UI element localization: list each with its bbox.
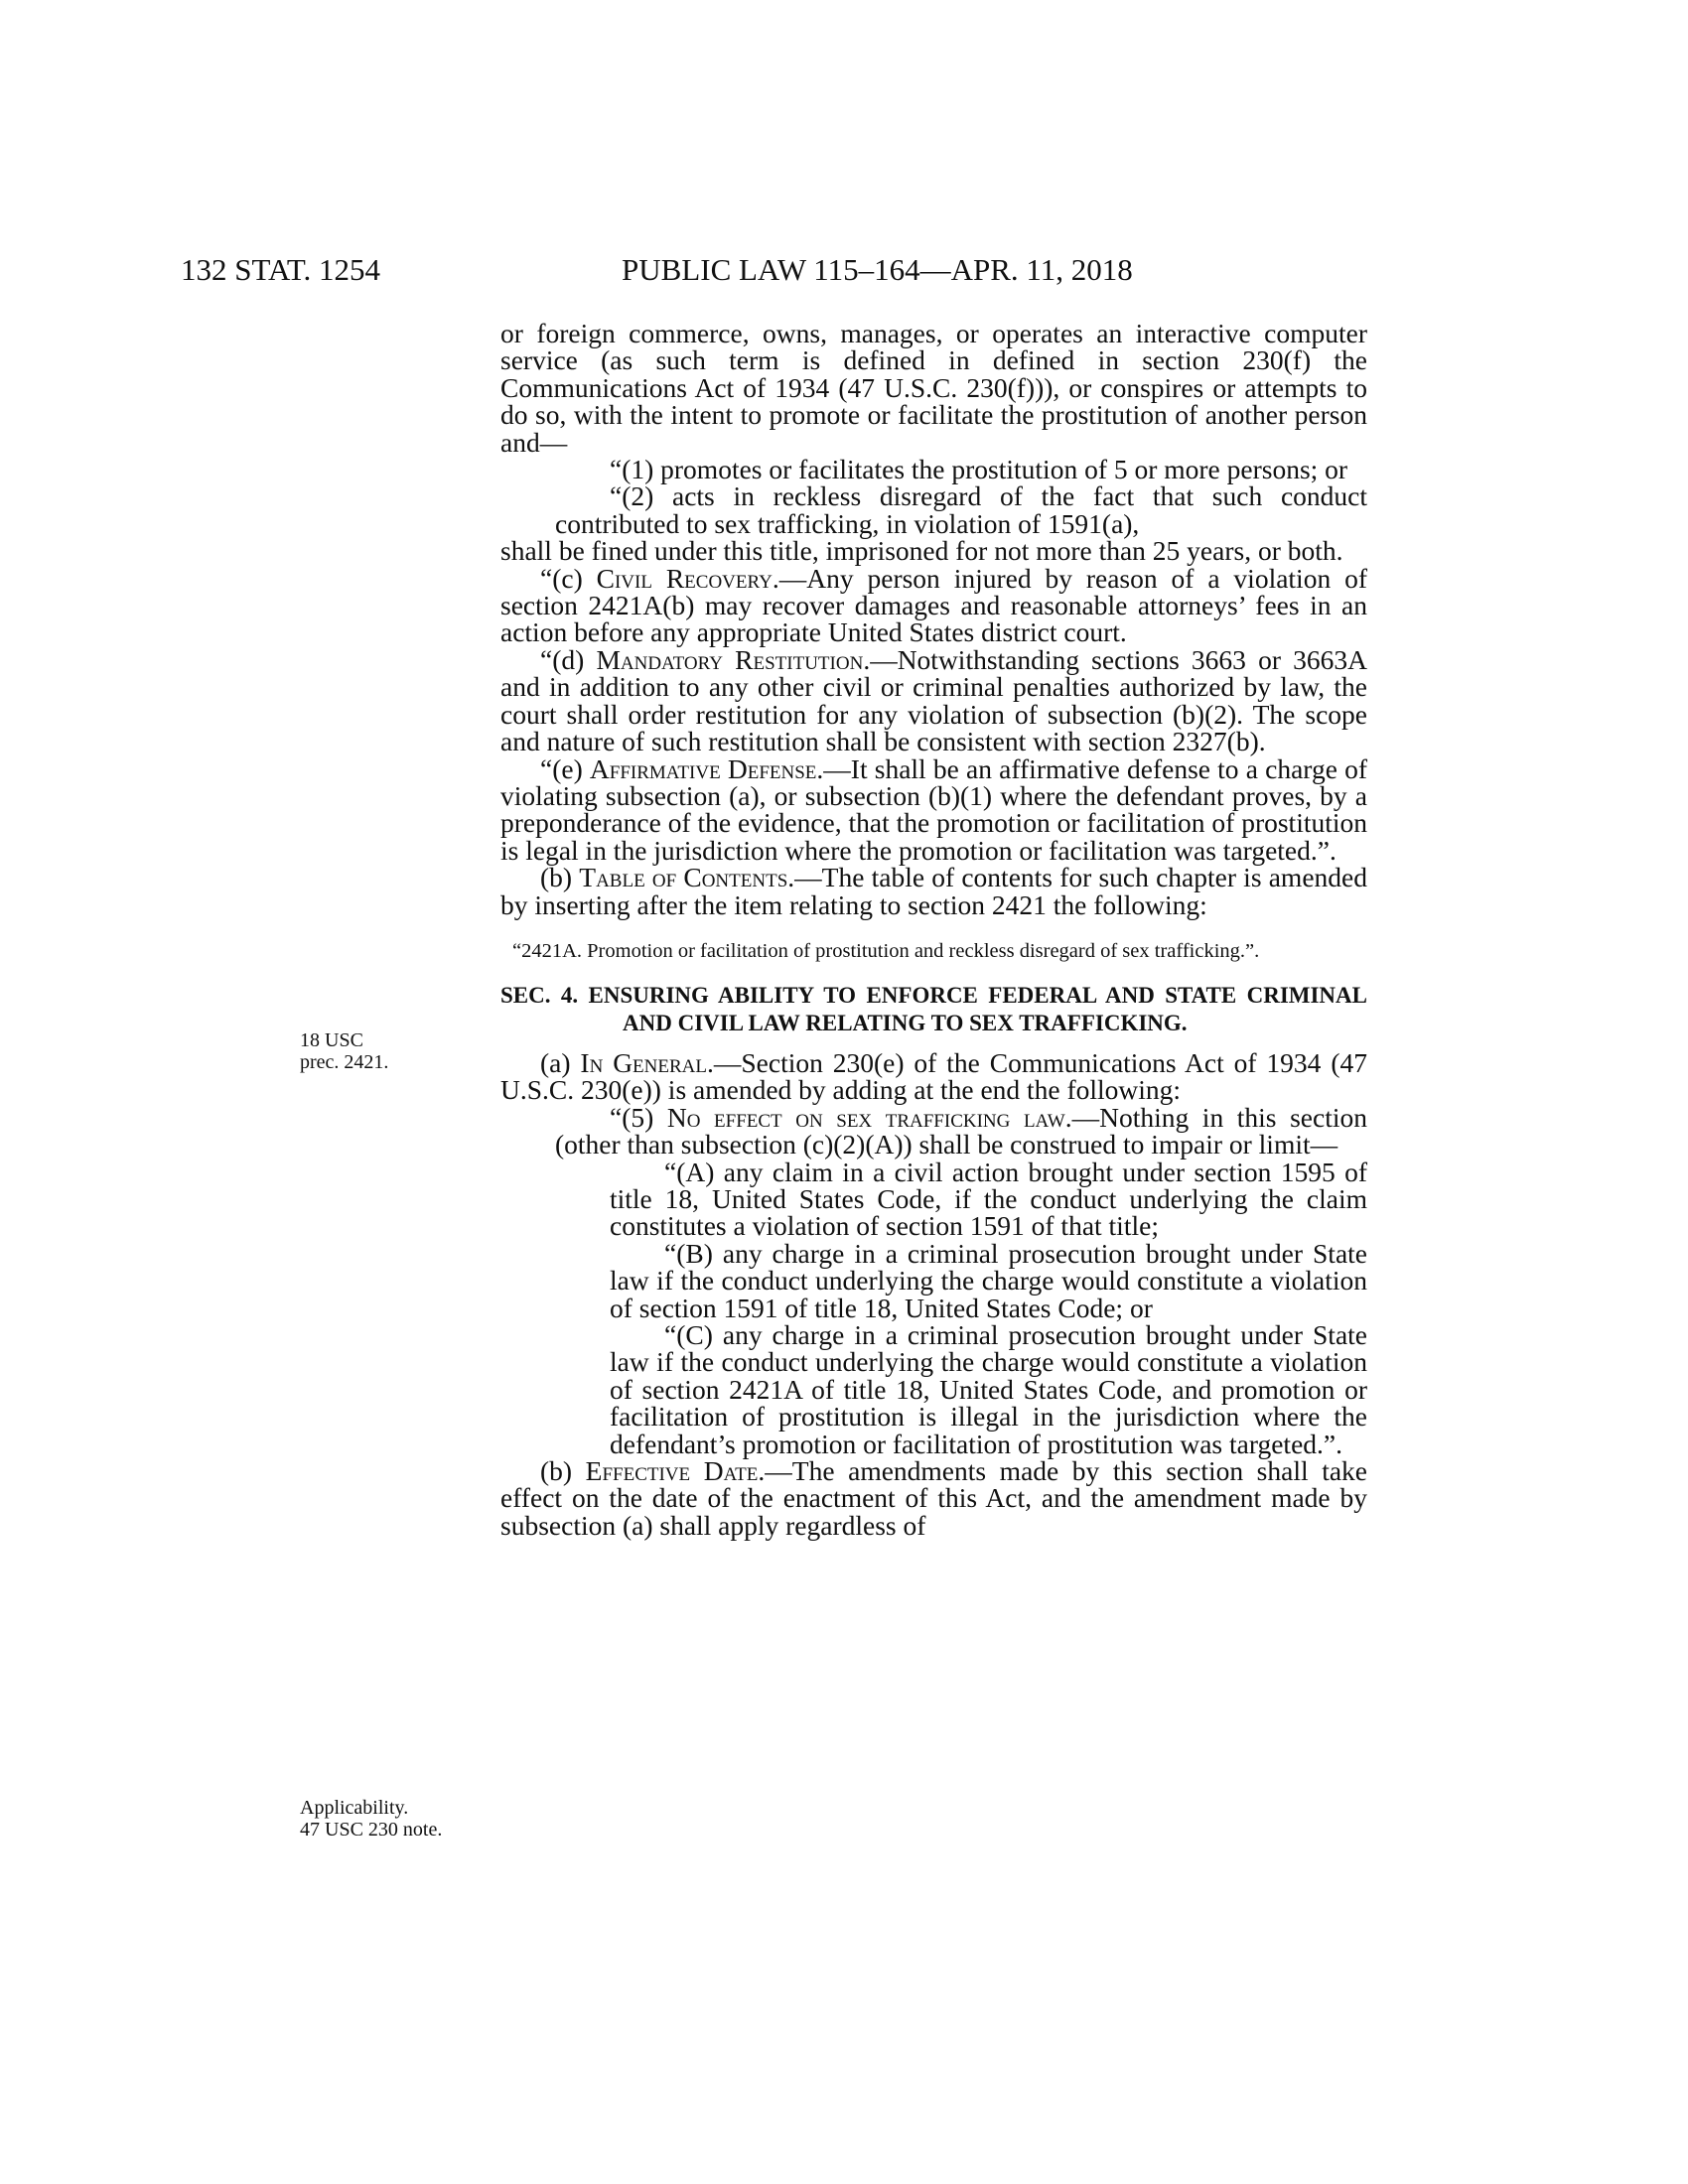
margin-note-applicability	[300, 1797, 442, 1841]
subsection-heading: Affirmative Defense	[589, 752, 817, 784]
subsection-a: (a) In General.—Section 230(e) of the Communications Act of 1934 (47 U.S.C. 230(e)) is amended by adding at the end the following:	[500, 1046, 1367, 1106]
list-item-2: “(2) acts in reckless disregard of the fact that such conduct contributed to sex trafficking, in violation of 1591(a),	[555, 480, 1367, 539]
subsection-c: “(c) Civil Recovery.—Any person injured by reason of a violation of section 2421A(b) may recover damages and reasonable attorneys’ fees in an action before any appropriate United States district court.	[500, 562, 1367, 648]
subsection-e: “(e) Affirmative Defense.—It shall be an affirmative defense to a charge of violating subsection (a), or subsection (b)(1) where the defendant proves, by a preponderance of the evidence, that the promotion or facilitation of prostitution is legal in the jurisdiction where the promotion or facilitation was targeted.”.	[500, 752, 1367, 866]
statute-page-number: 132 STAT. 1254	[181, 252, 381, 287]
subsection-heading: Table of Contents	[579, 862, 788, 893]
document-body	[500, 320, 1367, 1539]
subsection-heading: In General	[580, 1046, 707, 1078]
subsection-heading: Mandatory Restitution	[596, 643, 864, 675]
subsection-heading: Effective Date	[585, 1455, 759, 1487]
subsection-b-effective-date: (b) Effective Date.—The amendments made by this section shall take effect on the date of the enactment of this Act, and the amendment made by subsection (a) shall apply regardless of	[500, 1455, 1367, 1541]
subsection-heading: Civil Recovery	[596, 562, 773, 594]
paragraph-heading: No effect on sex trafficking law	[666, 1101, 1065, 1133]
page-header	[181, 250, 1372, 290]
margin-note-line: prec. 2421.	[300, 1051, 389, 1073]
paragraph-5: “(5) No effect on sex trafficking law.—Nothing in this section (other than subsection (c)(2)(A)) shall be construed to impair or limit—	[555, 1101, 1367, 1160]
margin-note-line: 18 USC	[300, 1029, 363, 1051]
toc-entry: “2421A. Promotion or facilitation of prostitution and reckless disregard of sex trafficking.”.	[512, 939, 1260, 962]
public-law-title: PUBLIC LAW 115–164—APR. 11, 2018	[622, 252, 1133, 287]
margin-note-usc-prec	[300, 1029, 388, 1073]
subsection-d: “(d) Mandatory Restitution.—Notwithstanding sections 3663 or 3663A and in addition to any other civil or criminal penalties authorized by law, the court shall order restitution for any violation of subsection (b)(2). The scope and nature of such restitution shall be consistent with section 2327(b).	[500, 643, 1367, 757]
paragraph-fined: shall be fined under this title, imprisoned for not more than 25 years, or both.	[500, 535, 1343, 567]
list-item-C: “(C) any charge in a criminal prosecution brought under State law if the conduct underlying the charge would constitute a violation of section 2421A of title 18, United States Code, and promotion or facilitation of prostitution is illegal in the jurisdiction where the defendant’s promotion or facilitation of prostitution was targeted.”.	[610, 1319, 1367, 1459]
subsection-b-table-of-contents: (b) Table of Contents.—The table of contents for such chapter is amended by inserting after the item relating to section 2421 the following:	[500, 862, 1367, 920]
list-item-1: “(1) promotes or facilitates the prostitution of 5 or more persons; or	[610, 454, 1348, 485]
margin-note-line: Applicability.	[300, 1797, 409, 1819]
list-item-A: “(A) any claim in a civil action brought under section 1595 of title 18, United States Code, if the conduct underlying the claim constitutes a violation of section 1591 of that title;	[610, 1156, 1367, 1242]
margin-note-line: 47 USC 230 note.	[300, 1819, 443, 1841]
list-item-B: “(B) any charge in a criminal prosecution brought under State law if the conduct underlying the charge would constitute a violation of section 1591 of title 18, United States Code; or	[610, 1237, 1367, 1323]
section-heading: SEC. 4. ENSURING ABILITY TO ENFORCE FEDERAL AND STATE CRIMINAL AND CIVIL LAW RELATING TO SEX TRAFFICKING.	[500, 982, 1367, 1035]
paragraph-intro: or foreign commerce, owns, manages, or operates an interactive computer service (as such term is defined in defined in section 230(f) the Communications Act of 1934 (47 U.S.C. 230(f))), or conspires or attempts to do so, with the intent to promote or facilitate the prostitution of another person and—	[500, 318, 1367, 458]
